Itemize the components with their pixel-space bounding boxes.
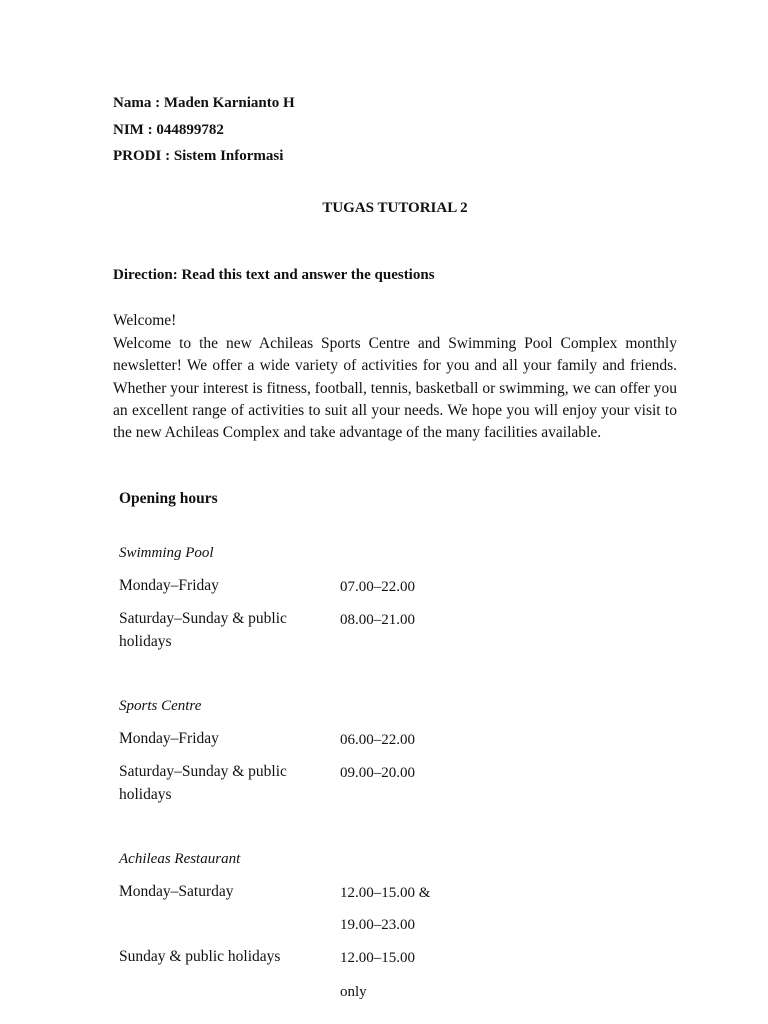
restaurant-heading: Achileas Restaurant: [119, 851, 241, 867]
direction-heading: Direction: Read this text and answer the questions: [113, 267, 435, 283]
sports-weekend-label: Saturday–Sunday & public holidays: [119, 763, 287, 803]
restaurant-weekday-label: Monday–Saturday: [119, 883, 234, 900]
student-prodi: PRODI : Sistem Informasi: [113, 148, 284, 164]
restaurant-sunday-time-2: only: [340, 984, 367, 1000]
restaurant-sunday-label: Sunday & public holidays: [119, 948, 281, 965]
swimming-pool-heading: Swimming Pool: [119, 545, 214, 561]
pool-weekend-time: 08.00–21.00: [340, 612, 415, 628]
sports-weekday-time: 06.00–22.00: [340, 732, 415, 748]
restaurant-sunday-time-1: 12.00–15.00: [340, 950, 415, 966]
restaurant-weekday-time-1: 12.00–15.00 &: [340, 885, 431, 901]
student-name: Nama : Maden Karnianto H: [113, 95, 295, 111]
sports-centre-heading: Sports Centre: [119, 698, 202, 714]
restaurant-weekday-time-2: 19.00–23.00: [340, 917, 415, 933]
document-title: TUGAS TUTORIAL 2: [322, 200, 468, 216]
student-nim: NIM : 044899782: [113, 122, 224, 138]
opening-hours-heading: Opening hours: [119, 490, 218, 507]
sports-weekend-time: 09.00–20.00: [340, 765, 415, 781]
pool-weekday-label: Monday–Friday: [119, 577, 219, 594]
intro-paragraph: Welcome to the new Achileas Sports Centre and Swimming Pool Complex monthly newsletter! We offer a wide variety of activities for you and all your family and friends. Whether your interest is fitness, football, tennis, basketball or swimming, we can offer you an excellent range of activities to suit all your needs. We hope you will enjoy your visit to the new Achileas Complex and take advantage of the many facilities available.: [113, 335, 677, 442]
greeting: Welcome!: [113, 312, 177, 329]
pool-weekend-label: Saturday–Sunday & public holidays: [119, 610, 287, 650]
sports-weekday-label: Monday–Friday: [119, 730, 219, 747]
pool-weekday-time: 07.00–22.00: [340, 579, 415, 595]
